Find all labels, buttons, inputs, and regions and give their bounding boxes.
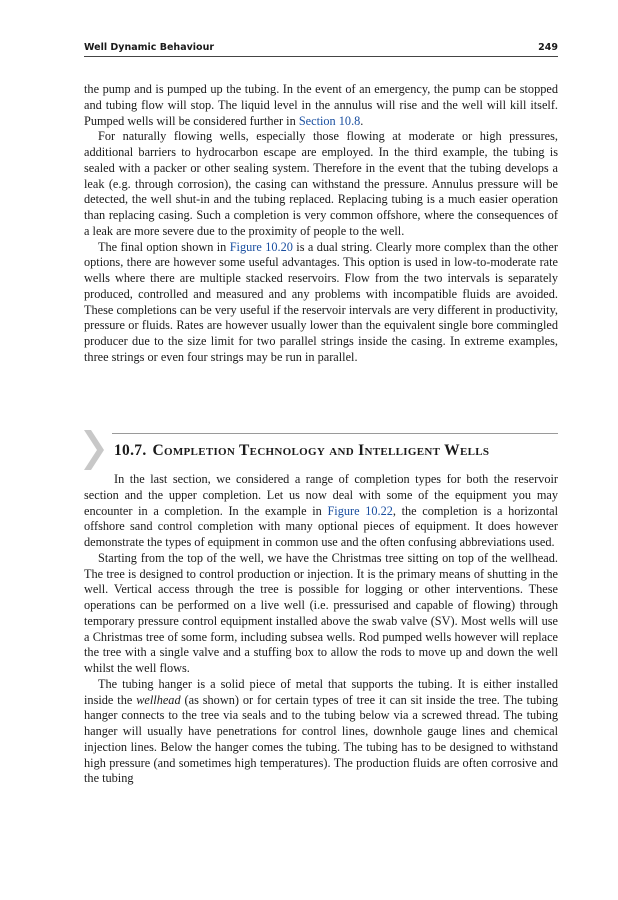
wellhead-emphasis: wellhead xyxy=(136,692,181,707)
section-title-text: Completion Technology and Intelligent Wells xyxy=(152,442,490,459)
section-10-6-continuation xyxy=(84,82,558,366)
section-title xyxy=(114,442,489,460)
heading-rule xyxy=(112,433,558,434)
section-10-8-link[interactable]: Section 10.8 xyxy=(298,113,361,128)
paragraph: the pump and is pumped up the tubing. In the event of an emergency, the pump can be stopped and tubing flow will stop. The liquid level in the annulus will rise and the well will kill itself. Pumped wells will be considered further in Section 10.8. xyxy=(84,82,558,128)
paragraph: Starting from the top of the well, we have the Christmas tree sitting on top of the wellhead. The tree is designed to control production or injection. It is the primary means of shutting in the well. Vertical access through the tree is possible for logging or other interventions. These operations can be performed on a live well (i.e. pressurised and capable of flowing) through temporary pressure control equipment installed above the swab valve (SV). Most wells will use a Christmas tree of some form, including subsea wells. Rod pumped wells however will replace the tree with a single valve and a stuffing box to allow the rods to move up and down the well whilst the well flows. xyxy=(84,550,558,675)
section-heading xyxy=(84,430,558,474)
section-number: 10.7. xyxy=(114,442,147,459)
paragraph: For naturally flowing wells, especially those flowing at moderate or high pressures, additional barriers to hydrocarbon escape are employed. In the third example, the tubing is sealed with a packer or other sealing system. Therefore in the event that the tubing develops a leak (e.g. through corrosion), the casing can withstand the pressure. Annulus pressure will be detected, the well shut-in and the tubing replaced. Replacing tubing is a much easier operation than replacing casing. Such a completion is very common offshore, where the consequences of a leak are more severe due to the proximity of people to the well. xyxy=(84,129,558,238)
paragraph: The tubing hanger is a solid piece of metal that supports the tubing. It is either installed inside the wellhead (as shown) or for certain types of tree it can sit inside the tree. The tubing hanger connects to the tree via seals and to the tubing below via a screwed thread. The tubing hanger will usually have penetrations for control lines, downhole gauge lines and chemical injection lines. Below the hanger comes the tubing. The tubing has to be designed to withstand high pressure (and sometimes high temperatures). The production fluids are often corrosive and the tubing xyxy=(84,676,558,786)
figure-10-22-link[interactable]: Figure 10.22 xyxy=(327,503,393,518)
paragraph: In the last section, we considered a range of completion types for both the reservoir section and the upper completion. Let us now deal with some of the equipment you may encounter in a completion. In the example in Figure 10.22, the completion is a horizontal offshore sand control completion with many optional pieces of equipment. It does however demonstrate the types of equipment in common use and the often confusing abbreviations used. xyxy=(84,472,558,549)
paragraph: The final option shown in Figure 10.20 is a dual string. Clearly more complex than the other options, there are however some useful advantages. This option is used in low-to-moderate rate wells where there are multiple stacked reservoirs. Flow from the two intervals is separately produced, controlled and measured and any problems with incompatible fluids are avoided. These completions can be very useful if the reservoir intervals are very different in productivity, pressure or fluids. Rates are however usually lower than the equivalent single bore commingled producer due to the size limit for two parallel strings inside the casing. In extreme examples, three strings or even four strings may be run in parallel. xyxy=(84,239,558,364)
page-number: 249 xyxy=(538,42,558,53)
page-header xyxy=(84,40,558,57)
chevron-icon xyxy=(84,430,104,470)
figure-10-20-link[interactable]: Figure 10.20 xyxy=(229,239,293,254)
running-title: Well Dynamic Behaviour xyxy=(84,42,215,53)
section-10-7-body xyxy=(84,472,558,787)
